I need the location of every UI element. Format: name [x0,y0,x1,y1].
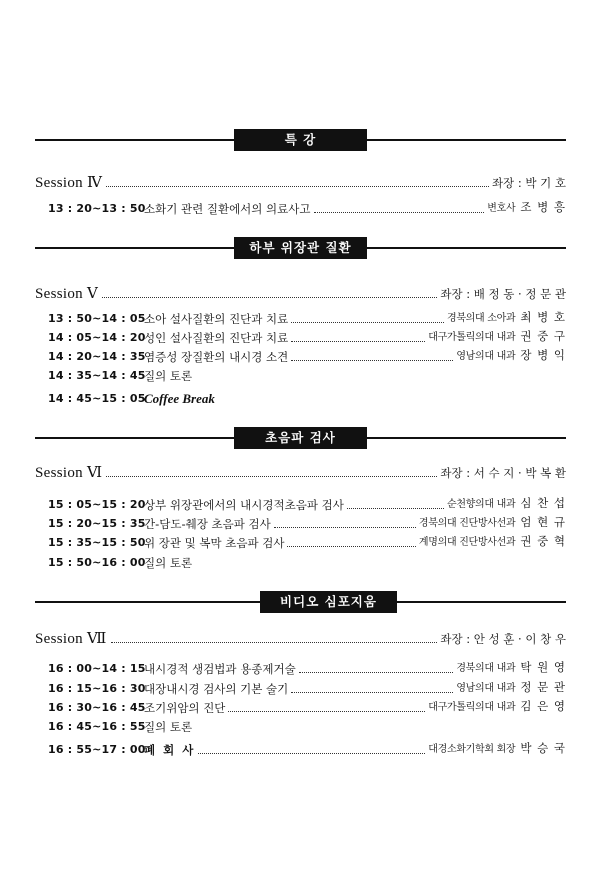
dot-leader [274,527,416,528]
session-5-line [35,283,566,303]
program-row [48,495,566,513]
section-title: 비디오 심포지움 [260,591,397,613]
speaker-affiliation: 경북의대 내과 [456,663,516,674]
row-title: 염증성 장질환의 내시경 소견 [144,350,289,364]
row-title: 질의 토론 [144,556,193,570]
section-header-ultrasound [35,427,566,449]
row-time: 14 : 45~15 : 05 [48,392,146,405]
row-time: 16 : 00~14 : 15 [48,662,146,675]
row-title: Coffee Break [144,391,215,406]
row-speaker [444,309,566,327]
speaker-name: 김 은 영 [520,699,566,713]
dot-leader [314,212,485,213]
row-time: 14 : 20~14 : 35 [48,350,146,363]
row-time: 14 : 05~14 : 20 [48,331,146,344]
section-title: 하부 위장관 질환 [234,237,367,259]
session-name: Session Ⅵ [35,465,103,481]
row-time: 15 : 50~16 : 00 [48,556,146,569]
row-time: 15 : 35~15 : 50 [48,536,146,549]
program-row [48,717,566,735]
row-time: 16 : 45~16 : 55 [48,720,146,733]
row-speaker [416,514,566,532]
program-row [48,553,566,571]
row-title: 내시경적 생검법과 용종제거술 [144,662,296,676]
session-chair: 좌장 : 서 수 지 · 박 복 환 [440,466,566,480]
row-title: 대장내시경 검사의 기본 술기 [144,682,289,696]
speaker-affiliation: 순천향의대 내과 [446,499,516,510]
session-name: Session Ⅴ [35,286,99,302]
dot-leader [111,642,438,643]
row-time: 15 : 05~15 : 20 [48,498,146,511]
dot-leader [287,546,415,547]
program-row-coffee-break [48,389,566,407]
speaker-name: 권 중 혁 [520,534,566,548]
session-4-line [35,172,566,192]
speaker-affiliation: 대구가톨릭의대 내과 [428,702,516,713]
row-title: 간-담도-췌장 초음파 검사 [144,517,271,531]
dot-leader [291,341,425,342]
speaker-name: 최 병 호 [520,310,566,324]
row-title: 조기위암의 진단 [144,701,226,715]
section-header-video-symposium [35,591,566,613]
row-time: 16 : 15~16 : 30 [48,682,146,695]
row-title: 성인 설사질환의 진단과 치료 [144,331,289,345]
section-header-lower-gi [35,237,566,259]
speaker-affiliation: 영남의대 내과 [456,683,516,694]
program-row [48,347,566,365]
row-time: 13 : 20~13 : 50 [48,202,146,215]
row-title: 상부 위장관에서의 내시경적초음파 검사 [144,498,344,512]
dot-leader [347,508,444,509]
dot-leader [106,476,437,477]
row-time: 16 : 30~16 : 45 [48,701,146,714]
speaker-affiliation: 계명의대 진단방사선과 [418,537,516,548]
row-title: 폐 회 사 [144,743,196,757]
row-time: 14 : 35~14 : 45 [48,369,146,382]
dot-leader [228,711,425,712]
dot-leader [291,322,444,323]
program-row [48,514,566,532]
speaker-name: 박 승 국 [520,741,566,755]
section-title: 특 강 [234,129,367,151]
speaker-name: 정 문 관 [520,680,566,694]
row-time: 13 : 50~14 : 05 [48,312,146,325]
row-speaker [444,495,566,513]
speaker-name: 권 중 구 [520,329,566,343]
session-name: Session Ⅳ [35,175,103,191]
row-title: 소화기 관련 질환에서의 의료사고 [144,202,311,216]
speaker-affiliation: 변호사 [487,203,516,214]
dot-leader [291,692,453,693]
speaker-affiliation: 대경소화기학회 회장 [428,744,516,755]
row-title: 질의 토론 [144,369,193,383]
program-row [48,309,566,327]
session-6-line [35,462,566,482]
speaker-affiliation: 영남의대 내과 [456,351,516,362]
row-speaker [453,347,566,365]
program-row [48,366,566,384]
dot-leader [291,360,453,361]
row-title: 위 장관 및 복막 초음파 검사 [144,536,285,550]
speaker-affiliation: 대구가톨릭의대 내과 [428,332,516,343]
program-row [48,679,566,697]
program-row [48,659,566,677]
program-row [48,199,566,217]
speaker-affiliation: 경북의대 진단방사선과 [418,518,516,529]
row-speaker [453,659,566,677]
session-7-line [35,628,566,648]
speaker-name: 탁 원 영 [520,660,566,674]
speaker-name: 장 병 익 [520,348,566,362]
row-speaker [453,679,566,697]
session-name: Session Ⅶ [35,631,107,647]
dot-leader [299,672,454,673]
row-speaker [425,740,566,758]
row-speaker [484,199,566,217]
dot-leader [102,297,437,298]
row-time: 15 : 20~15 : 35 [48,517,146,530]
program-row [48,698,566,716]
speaker-name: 조 병 흥 [520,200,566,214]
program-row [48,328,566,346]
row-title: 소아 설사질환의 진단과 치료 [144,312,289,326]
speaker-name: 엄 현 규 [520,515,566,529]
row-time: 16 : 55~17 : 00 [48,743,146,756]
program-row-closing [48,740,566,758]
section-header-special-lecture [35,129,566,151]
session-chair: 좌장 : 안 성 훈 · 이 창 우 [440,632,566,646]
row-speaker [425,328,566,346]
session-chair: 좌장 : 배 정 동 · 정 문 관 [440,287,566,301]
speaker-affiliation: 경북의대 소아과 [446,313,516,324]
program-row [48,533,566,551]
dot-leader [198,753,425,754]
dot-leader [106,186,489,187]
session-chair: 좌장 : 박 기 호 [491,176,566,190]
section-title: 초음파 검사 [234,427,367,449]
speaker-name: 심 찬 섭 [520,496,566,510]
row-speaker [416,533,566,551]
row-title: 질의 토론 [144,720,193,734]
row-speaker [425,698,566,716]
